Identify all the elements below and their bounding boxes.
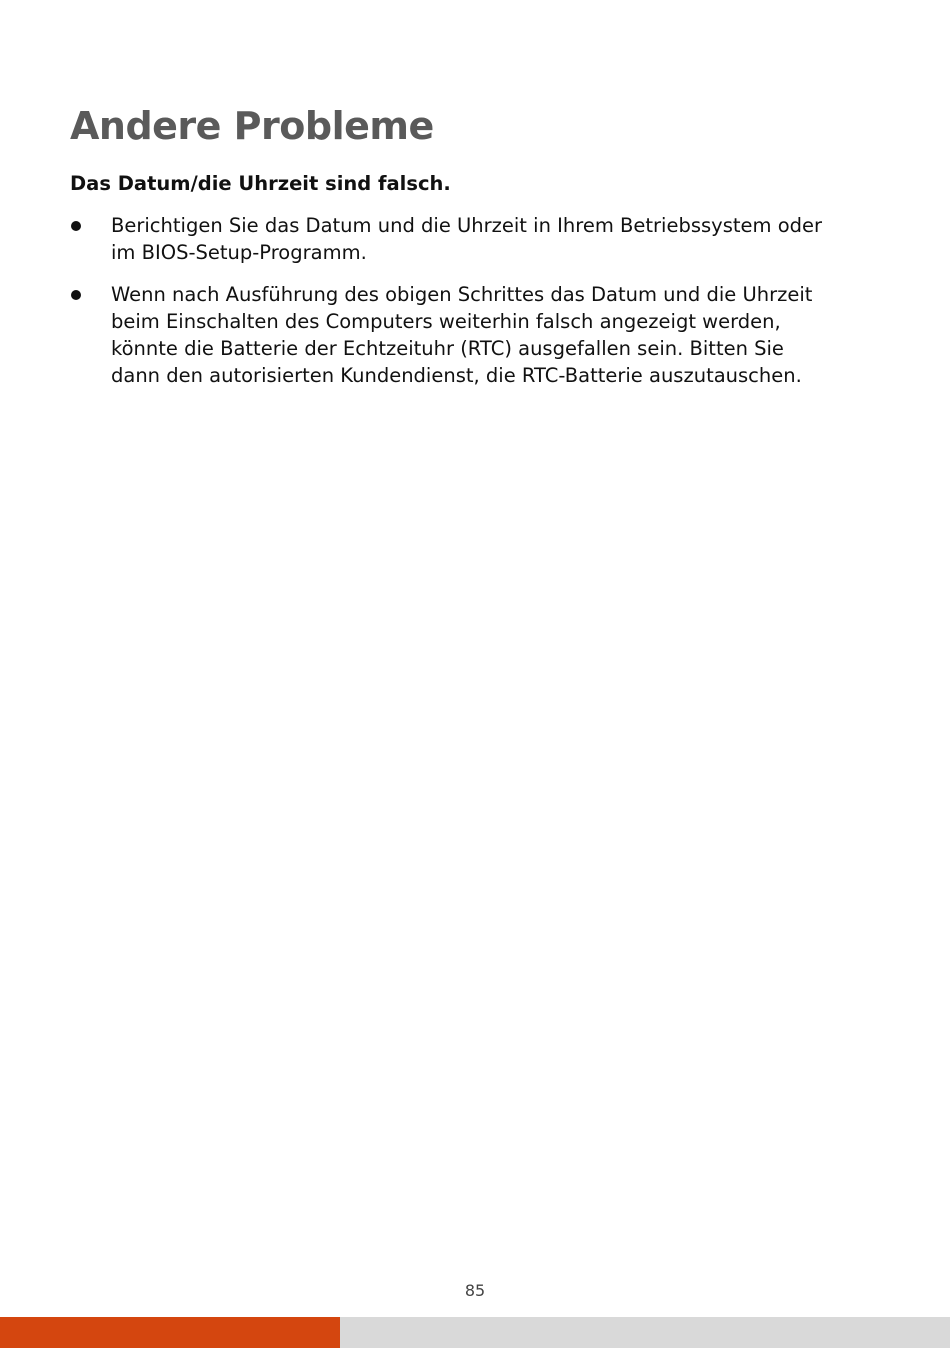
bullet-list: [70, 212, 890, 404]
bullet-icon: [71, 290, 81, 300]
section-heading: Das Datum/die Uhrzeit sind falsch.: [70, 172, 451, 195]
footer-accent-bar: [0, 1317, 340, 1348]
page-title: Andere Probleme: [70, 104, 434, 148]
bullet-text-line: könnte die Batterie der Echtzeituhr (RTC) ausgefallen sein. Bitten Sie: [111, 337, 784, 360]
bullet-text-line: Wenn nach Ausführung des obigen Schrittes das Datum und die Uhrzeit: [111, 283, 813, 306]
footer-gray-bar: [340, 1317, 950, 1348]
bullet-icon: [71, 221, 81, 231]
bullet-text-line: im BIOS-Setup-Programm.: [111, 241, 367, 264]
page-number: 85: [464, 1281, 486, 1300]
bullet-text-line: beim Einschalten des Computers weiterhin falsch angezeigt werden,: [111, 310, 781, 333]
list-item: [70, 212, 890, 266]
list-item: [70, 281, 890, 389]
bullet-text-line: dann den autorisierten Kundendienst, die RTC-Batterie auszutauschen.: [111, 364, 802, 387]
footer-bar: [0, 1317, 950, 1348]
bullet-text-line: Berichtigen Sie das Datum und die Uhrzeit in Ihrem Betriebssystem oder: [111, 214, 823, 237]
